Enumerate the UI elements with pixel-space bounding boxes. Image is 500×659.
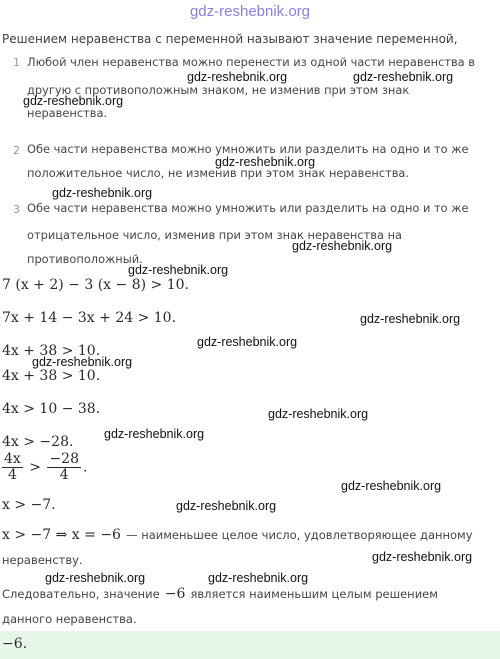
conclusion-text: — наименьшее целое число, удовлетворяющее данному <box>126 528 473 542</box>
watermark: gdz-reshebnik.org <box>215 155 316 169</box>
solution-step: 4x + 38 > 10. <box>2 368 101 384</box>
solution-step: 7x + 14 − 3x + 24 > 10. <box>2 310 177 326</box>
watermark: gdz-reshebnik.org <box>187 70 288 84</box>
watermark: gdz-reshebnik.org <box>372 550 473 564</box>
watermark: gdz-reshebnik.org <box>197 335 298 349</box>
rule-number: 1 <box>13 56 20 69</box>
solution-step: x > −7. <box>2 497 56 513</box>
conclusion-math: x > −7 ⇒ x = −6 <box>2 527 121 543</box>
solution-step: 4x > 10 − 38. <box>2 401 101 417</box>
conclusion-text: неравенству. <box>2 553 83 567</box>
conclusion-line <box>2 524 473 543</box>
watermark: gdz-reshebnik.org <box>353 70 454 84</box>
solution-step: 7 (x + 2) − 3 (x − 8) > 10. <box>2 277 189 293</box>
rule-number: 3 <box>13 203 20 216</box>
rule-line: Обе части неравенства можно умножить или разделить на одно и то же <box>27 142 469 156</box>
rule-line: отрицательное число, изменив при этом знак неравенства на <box>27 228 403 242</box>
final-line: Следовательно, значение −6 является наименьшим целым решением <box>2 586 438 602</box>
site-header[interactable]: gdz-reshebnik.org <box>189 3 311 20</box>
watermark: gdz-reshebnik.org <box>52 186 153 200</box>
watermark: gdz-reshebnik.org <box>268 407 369 421</box>
solution-step: 4x + 38 > 10. <box>2 343 101 359</box>
rule-line: неравенства. <box>27 106 108 120</box>
rule-line: Обе части неравенства можно умножить или разделить на одно и то же <box>27 201 469 215</box>
watermark: gdz-reshebnik.org <box>32 355 133 369</box>
intro-text: Решением неравенства с переменной называют значение переменной, <box>2 32 458 46</box>
watermark: gdz-reshebnik.org <box>104 427 205 441</box>
watermark: gdz-reshebnik.org <box>208 571 309 585</box>
fraction-left: $\frac{4x}{4}$ <box>4 451 21 483</box>
watermark: gdz-reshebnik.org <box>292 239 393 253</box>
rule-line: положительное число, не изменив при этом знак неравенства. <box>27 166 410 180</box>
rule-line: Любой член неравенства можно перенести из одной части неравенства в <box>27 55 475 69</box>
watermark: gdz-reshebnik.org <box>360 312 461 326</box>
solution-step: 4x > −28. <box>2 434 74 450</box>
watermark: gdz-reshebnik.org <box>128 263 229 277</box>
final-text: данного неравенства. <box>2 612 137 626</box>
answer-box <box>0 631 500 659</box>
rule-number: 2 <box>13 144 20 157</box>
fraction-right: $\frac{-28}{4}$ <box>49 451 79 483</box>
fraction-step: $\frac{4x}{4}$ > $\frac{-28}{4}$ . <box>4 451 88 483</box>
rule-line: противоположный. <box>27 252 143 266</box>
watermark: gdz-reshebnik.org <box>23 94 124 108</box>
watermark: gdz-reshebnik.org <box>176 499 277 513</box>
final-value: −6 <box>164 586 186 602</box>
watermark: gdz-reshebnik.org <box>341 479 442 493</box>
rule-line: другую с противоположным знаком, не изменив при этом знак <box>27 83 410 97</box>
watermark: gdz-reshebnik.org <box>45 571 146 585</box>
answer-value: −6. <box>2 636 28 652</box>
